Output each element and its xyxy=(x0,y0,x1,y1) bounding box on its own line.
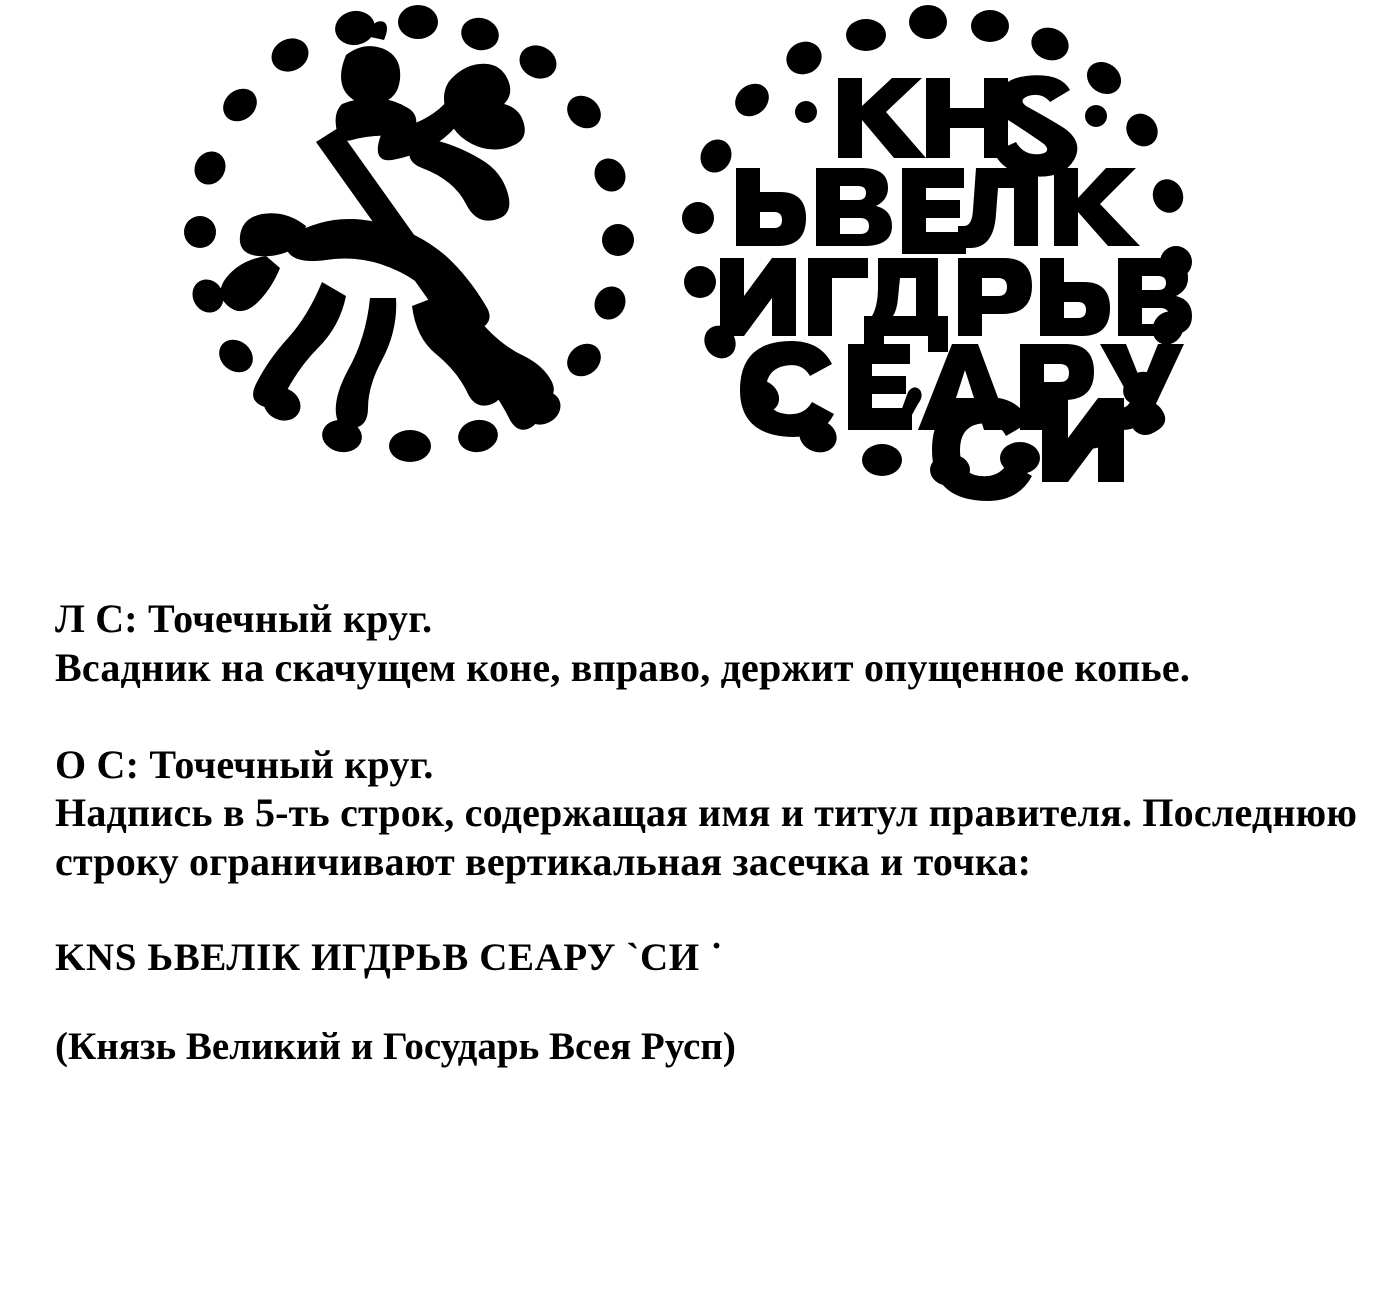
reverse-line-1: Точечный круг. xyxy=(149,741,434,787)
coin-legend-translation: (Князь Великий и Государь Всея Русп) xyxy=(55,1024,736,1068)
obverse-label: Л С: xyxy=(55,596,138,641)
obverse-line-2: Всадник на скачущем коне, вправо, держит опущенное копье. xyxy=(55,644,1191,690)
obverse-line-1: Точечный круг. xyxy=(148,596,433,641)
coin-legend-transcription: KNS ЬВЕЛIК ИГДРЬВ СЕАРУ `СИ ˙ xyxy=(55,935,724,979)
paragraph-spacer xyxy=(55,693,1375,741)
coin-obverse-image xyxy=(170,0,640,500)
obverse-description xyxy=(55,595,1375,693)
paragraph-spacer xyxy=(55,980,1375,1024)
reverse-line-2: Надпись в 5-ть строк, содержащая имя и титул правителя. Последнюю строку ограничивают вертикальная засечка и точка: xyxy=(55,790,1358,885)
reverse-label: О С: xyxy=(55,741,140,787)
reverse-description xyxy=(55,741,1375,887)
coin-description-text xyxy=(55,595,1375,1069)
coin-reverse-image xyxy=(670,0,1210,520)
coin-illustration-plate xyxy=(0,0,1400,560)
paragraph-spacer xyxy=(55,887,1375,935)
